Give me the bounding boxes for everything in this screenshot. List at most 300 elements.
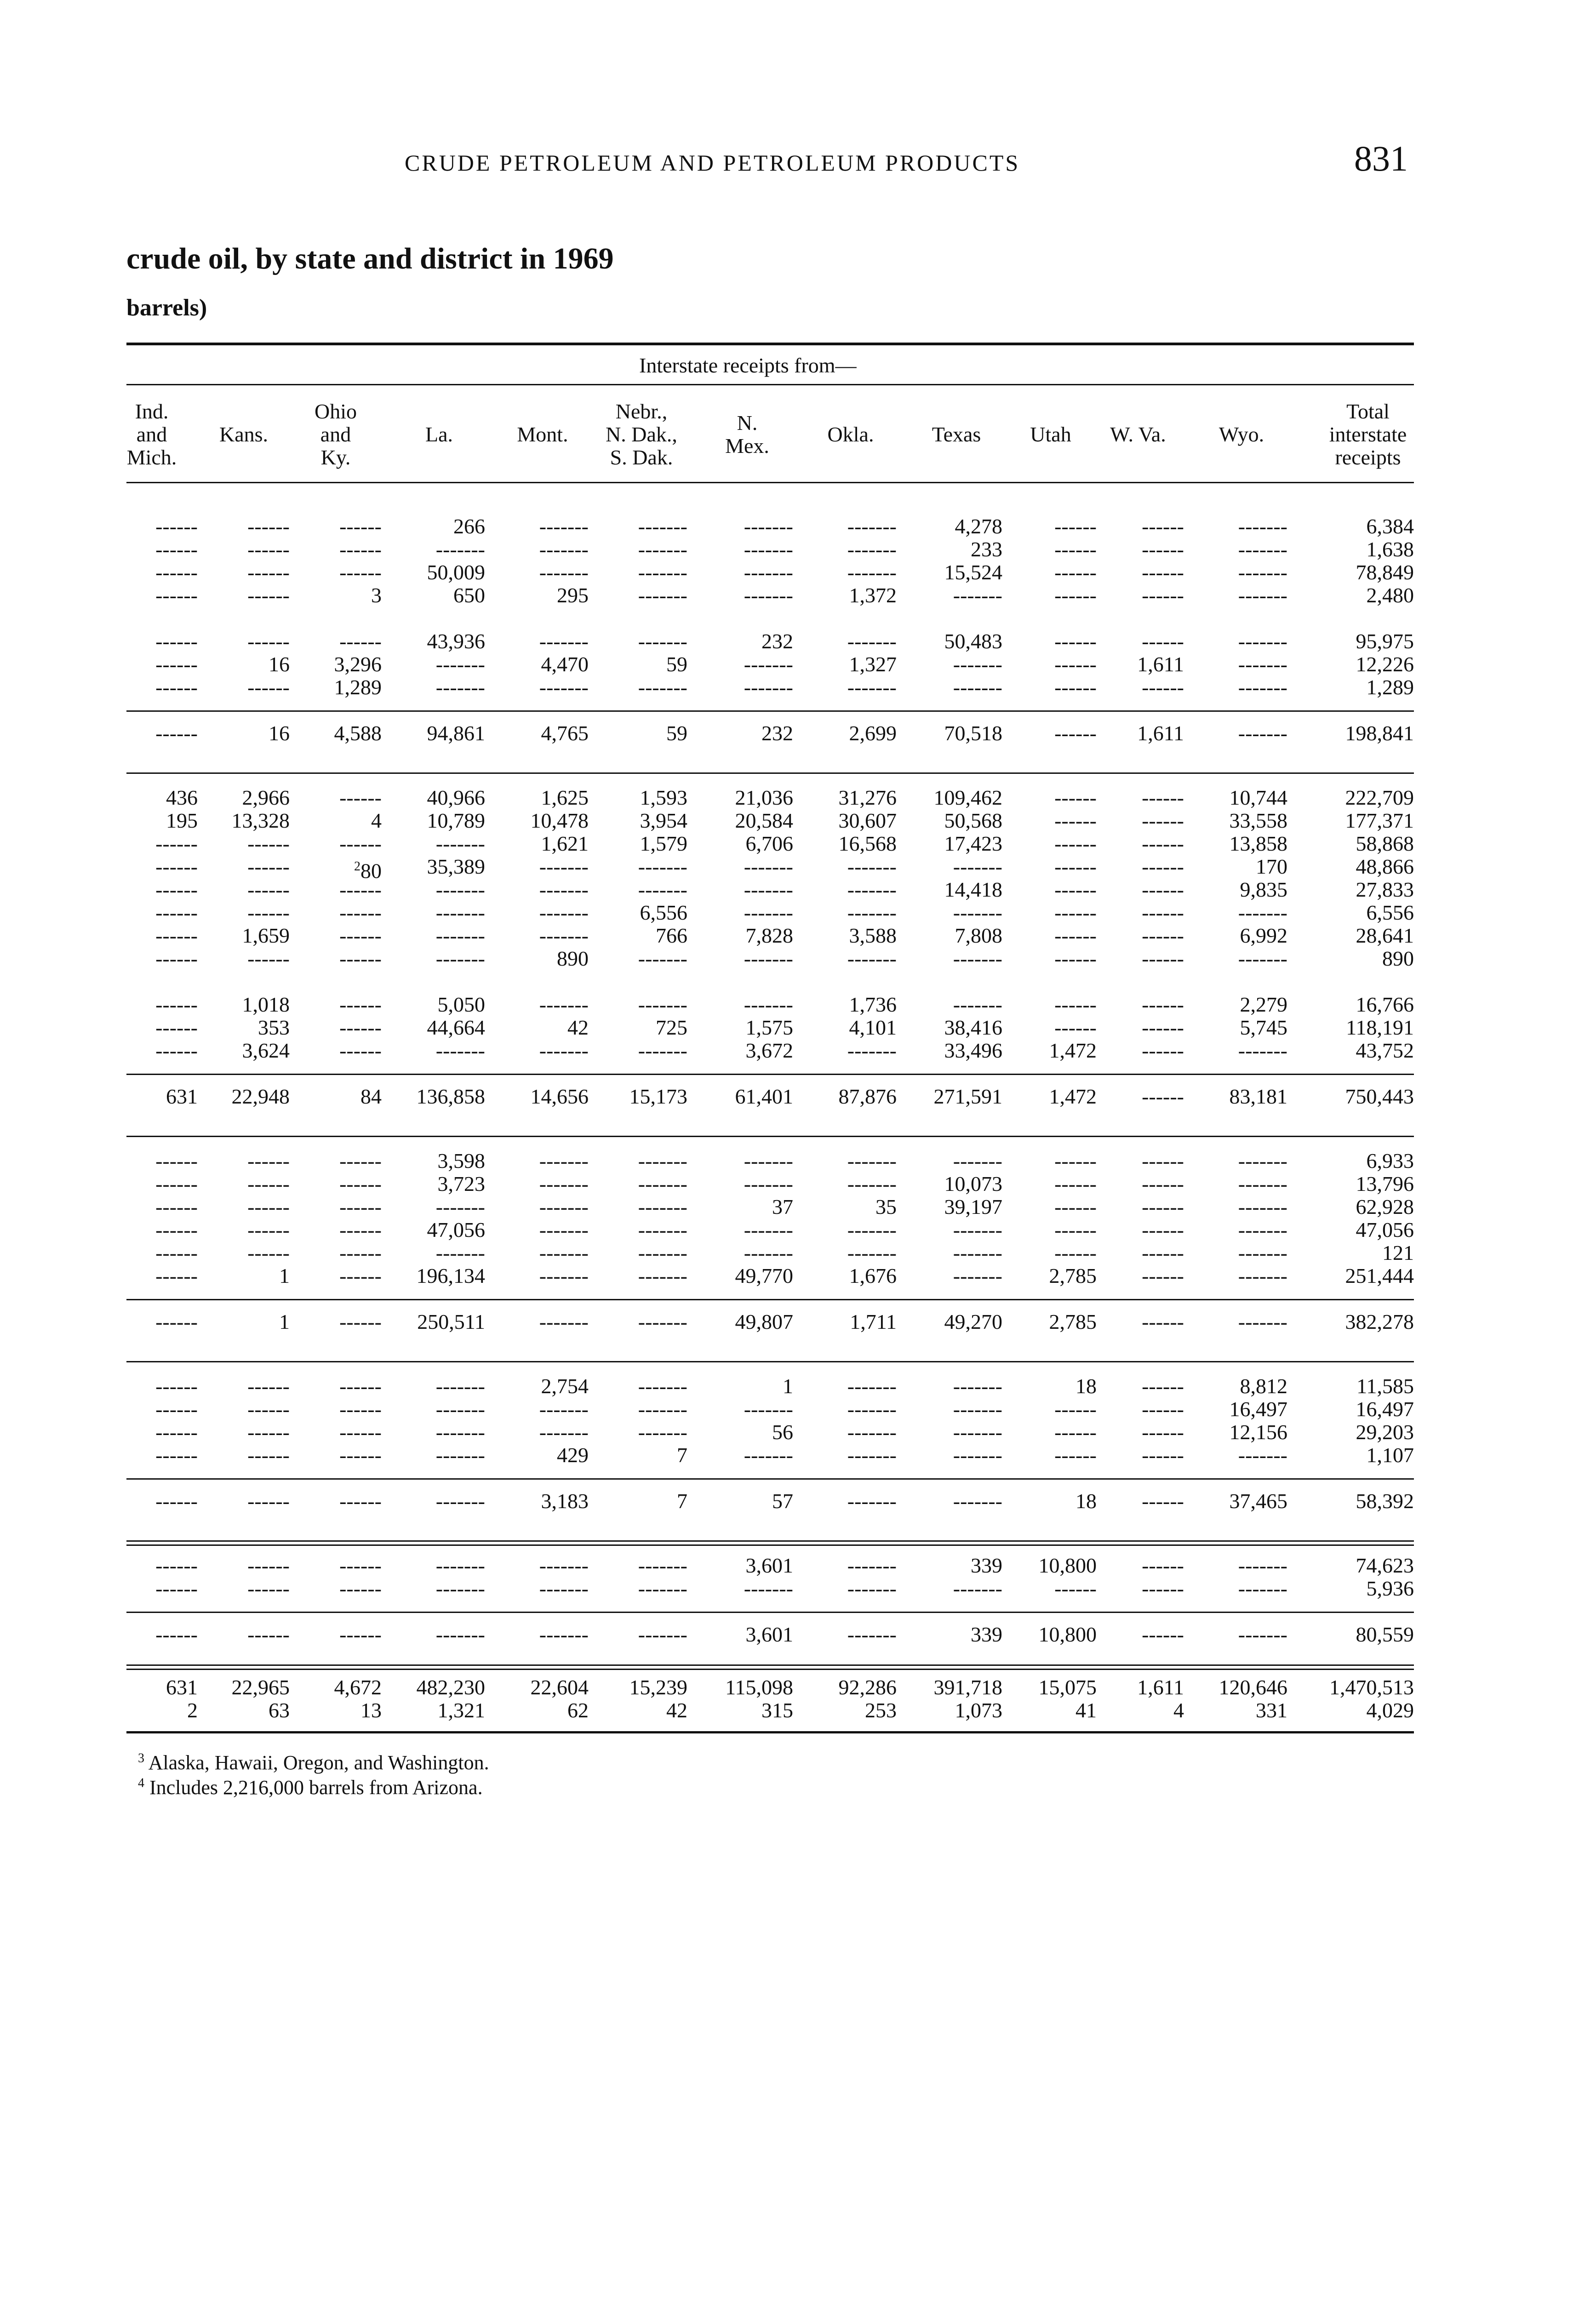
table-cell: 195 bbox=[166, 809, 198, 832]
table-cell: ------- bbox=[638, 1420, 687, 1444]
footnote-2 bbox=[138, 1776, 483, 1799]
table-cell: ------ bbox=[339, 629, 382, 653]
table-cell: ------- bbox=[638, 947, 687, 970]
table-cell: ------ bbox=[155, 538, 198, 561]
table-cell: 49,270 bbox=[944, 1310, 1002, 1333]
table-cell: ------ bbox=[1142, 832, 1184, 855]
table-cell: 198,841 bbox=[1345, 721, 1414, 745]
table-cell: ------ bbox=[155, 1016, 198, 1039]
table-cell: 251,444 bbox=[1345, 1264, 1414, 1287]
table-cell: 49,770 bbox=[735, 1264, 793, 1287]
table-cell: 890 bbox=[557, 947, 589, 970]
table-cell: 4,278 bbox=[955, 515, 1002, 538]
table-cell: ------- bbox=[744, 1241, 793, 1264]
table-cell: ------- bbox=[847, 1374, 897, 1398]
section-rule bbox=[126, 1136, 1414, 1137]
table-cell: 18 bbox=[1075, 1374, 1097, 1398]
table-cell: ------ bbox=[155, 675, 198, 699]
table-cell: ------- bbox=[539, 993, 589, 1016]
table-cell: ------- bbox=[539, 1195, 589, 1218]
table-cell: ------ bbox=[155, 901, 198, 924]
table-cell: 14,418 bbox=[944, 878, 1002, 901]
table-cell: ------ bbox=[339, 1310, 382, 1333]
table-cell: ------- bbox=[744, 583, 793, 607]
table-cell: 7,808 bbox=[955, 924, 1002, 947]
table-cell: ------- bbox=[1238, 515, 1287, 538]
table-cell: ------ bbox=[247, 855, 290, 878]
table-cell: ------ bbox=[155, 515, 198, 538]
table-cell: ------ bbox=[155, 924, 198, 947]
table-cell: 14,656 bbox=[530, 1085, 589, 1108]
table-cell: 56 bbox=[772, 1420, 793, 1444]
table-cell: ------- bbox=[539, 1554, 589, 1577]
table-cell: ------ bbox=[339, 1577, 382, 1600]
table-cell: 436 bbox=[166, 786, 198, 809]
table-cell: ------- bbox=[539, 1397, 589, 1421]
table-cell: ------- bbox=[638, 515, 687, 538]
table-cell: ------ bbox=[339, 515, 382, 538]
table-cell: 253 bbox=[865, 1699, 897, 1722]
table-cell: 3,954 bbox=[640, 809, 687, 832]
table-cell: ------- bbox=[1238, 1264, 1287, 1287]
table-cell: ------ bbox=[155, 652, 198, 676]
table-cell: 11,585 bbox=[1356, 1374, 1414, 1398]
table-cell: ------- bbox=[638, 1172, 687, 1195]
table-cell: ------- bbox=[435, 1554, 485, 1577]
table-cell: 232 bbox=[761, 721, 793, 745]
table-cell: 5,936 bbox=[1366, 1577, 1414, 1600]
table-cell: ------- bbox=[435, 947, 485, 970]
table-cell: 83,181 bbox=[1229, 1085, 1287, 1108]
table-cell: 1,638 bbox=[1366, 538, 1414, 561]
table-cell: 39,197 bbox=[944, 1195, 1002, 1218]
table-subtitle: barrels) bbox=[126, 295, 207, 321]
table-cell: ------- bbox=[1238, 1577, 1287, 1600]
table-cell: ------ bbox=[1142, 583, 1184, 607]
table-cell: 58,392 bbox=[1356, 1489, 1414, 1513]
table-cell: 5,050 bbox=[437, 993, 485, 1016]
table-cell: ------- bbox=[435, 1420, 485, 1444]
table-cell: 80,559 bbox=[1356, 1623, 1414, 1646]
table-cell: 57 bbox=[772, 1489, 793, 1513]
table-cell: 49,807 bbox=[735, 1310, 793, 1333]
table-cell: ------- bbox=[539, 855, 589, 878]
table-cell: 315 bbox=[761, 1699, 793, 1722]
table-cell: ------ bbox=[1142, 675, 1184, 699]
table-cell: ------- bbox=[744, 993, 793, 1016]
table-cell: ------ bbox=[1142, 1577, 1184, 1600]
table-cell: 61,401 bbox=[735, 1085, 793, 1108]
table-cell: 1,736 bbox=[849, 993, 897, 1016]
table-cell: 16,497 bbox=[1229, 1397, 1287, 1421]
table-cell: ------ bbox=[1054, 1218, 1097, 1241]
table-cell: ------ bbox=[155, 1149, 198, 1172]
table-cell: ------ bbox=[339, 1172, 382, 1195]
table-cell: 35,389 bbox=[427, 855, 485, 878]
column-header: Mich. bbox=[126, 446, 177, 469]
table-cell: ------- bbox=[638, 583, 687, 607]
table-cell: ------- bbox=[847, 855, 897, 878]
table-cell: 4,470 bbox=[541, 652, 589, 676]
table-cell: ------- bbox=[1238, 1149, 1287, 1172]
table-cell: 429 bbox=[557, 1443, 589, 1467]
table-cell: 38,416 bbox=[944, 1016, 1002, 1039]
table-cell: ------ bbox=[339, 1039, 382, 1062]
header-rule bbox=[126, 482, 1414, 483]
table-cell: 10,744 bbox=[1229, 786, 1287, 809]
table-cell: ------- bbox=[847, 629, 897, 653]
table-cell: 4 bbox=[371, 809, 382, 832]
table-cell: 95,975 bbox=[1356, 629, 1414, 653]
table-cell: ------ bbox=[247, 832, 290, 855]
table-cell: 1,073 bbox=[955, 1699, 1002, 1722]
table-cell: ------- bbox=[539, 1310, 589, 1333]
section-rule bbox=[126, 1478, 1414, 1480]
table-cell: ------ bbox=[1142, 1195, 1184, 1218]
table-cell: 3,624 bbox=[242, 1039, 290, 1062]
table-cell: 331 bbox=[1256, 1699, 1287, 1722]
table-cell: ------ bbox=[247, 1218, 290, 1241]
table-cell: ------ bbox=[1142, 947, 1184, 970]
table-cell: ------- bbox=[1238, 1623, 1287, 1646]
table-cell: 6,384 bbox=[1366, 515, 1414, 538]
table-cell: ------- bbox=[539, 1241, 589, 1264]
table-cell: ------- bbox=[435, 1397, 485, 1421]
table-cell: ------ bbox=[1054, 560, 1097, 584]
table-cell: ------- bbox=[638, 993, 687, 1016]
table-cell: ------ bbox=[155, 832, 198, 855]
table-cell: 4,765 bbox=[541, 721, 589, 745]
table-cell: ------ bbox=[1142, 1149, 1184, 1172]
table-cell: ------- bbox=[435, 538, 485, 561]
table-cell: ------- bbox=[435, 1241, 485, 1264]
table-cell: 1,611 bbox=[1137, 1676, 1184, 1699]
table-cell: ------- bbox=[638, 1149, 687, 1172]
table-cell: 1,676 bbox=[849, 1264, 897, 1287]
table-cell: ------ bbox=[1054, 809, 1097, 832]
table-cell: 13,796 bbox=[1356, 1172, 1414, 1195]
table-cell: 6,933 bbox=[1366, 1149, 1414, 1172]
table-cell: 1,289 bbox=[1366, 675, 1414, 699]
table-cell: ------ bbox=[1142, 809, 1184, 832]
table-cell: ------ bbox=[339, 786, 382, 809]
table-cell: ------- bbox=[539, 1623, 589, 1646]
table-cell: 2,480 bbox=[1366, 583, 1414, 607]
table-cell: 9,835 bbox=[1240, 878, 1287, 901]
table-cell: ------ bbox=[339, 1195, 382, 1218]
table-cell: 70,518 bbox=[944, 721, 1002, 745]
table-cell: ------ bbox=[1054, 1016, 1097, 1039]
table-cell: 47,056 bbox=[1356, 1218, 1414, 1241]
table-cell: 1,579 bbox=[640, 832, 687, 855]
table-cell: ------ bbox=[247, 538, 290, 561]
table-cell: 1 bbox=[279, 1264, 290, 1287]
table-cell: ------ bbox=[247, 901, 290, 924]
table-cell: ------- bbox=[847, 1218, 897, 1241]
table-cell: 196,134 bbox=[416, 1264, 485, 1287]
table-cell: 890 bbox=[1382, 947, 1414, 970]
table-cell: ------- bbox=[847, 675, 897, 699]
table-cell: ------- bbox=[847, 901, 897, 924]
table-cell: 3,183 bbox=[541, 1489, 589, 1513]
table-cell: 94,861 bbox=[427, 721, 485, 745]
table-cell: 2,785 bbox=[1049, 1264, 1097, 1287]
table-cell: ------ bbox=[339, 924, 382, 947]
table-cell: ------- bbox=[1238, 538, 1287, 561]
table-cell: ------- bbox=[847, 1489, 897, 1513]
table-cell: ------- bbox=[435, 832, 485, 855]
table-cell: ------- bbox=[435, 1374, 485, 1398]
table-cell: 41 bbox=[1075, 1699, 1097, 1722]
table-cell: ------- bbox=[539, 560, 589, 584]
table-cell: 4,672 bbox=[334, 1676, 382, 1699]
table-cell: ------- bbox=[953, 1420, 1002, 1444]
table-cell: 4,029 bbox=[1366, 1699, 1414, 1722]
table-cell: ------ bbox=[1142, 538, 1184, 561]
table-cell: 74,623 bbox=[1356, 1554, 1414, 1577]
table-cell: ------- bbox=[1238, 560, 1287, 584]
group-header: Interstate receipts from— bbox=[639, 354, 857, 377]
section-rule bbox=[126, 710, 1414, 712]
table-cell: ------ bbox=[155, 1443, 198, 1467]
table-cell: ------ bbox=[1054, 515, 1097, 538]
table-cell: 7 bbox=[677, 1489, 687, 1513]
table-cell: ------ bbox=[339, 1016, 382, 1039]
table-cell: 3,598 bbox=[437, 1149, 485, 1172]
table-cell: ------ bbox=[1142, 1374, 1184, 1398]
table-cell: ------ bbox=[247, 1420, 290, 1444]
table-cell: 1,327 bbox=[849, 652, 897, 676]
table-cell: ------ bbox=[1054, 652, 1097, 676]
table-cell: 3,296 bbox=[334, 652, 382, 676]
table-cell: 13 bbox=[360, 1699, 382, 1722]
table-cell: ------- bbox=[847, 1397, 897, 1421]
table-cell: ------ bbox=[1054, 786, 1097, 809]
table-cell: ------ bbox=[339, 560, 382, 584]
table-cell: 4,588 bbox=[334, 721, 382, 745]
table-cell: 16,766 bbox=[1356, 993, 1414, 1016]
table-cell: ------- bbox=[953, 1374, 1002, 1398]
table-cell: 1,625 bbox=[541, 786, 589, 809]
table-cell: ------- bbox=[1238, 629, 1287, 653]
table-cell: ------ bbox=[1054, 1149, 1097, 1172]
table-cell: ------ bbox=[247, 1397, 290, 1421]
table-cell: 33,558 bbox=[1229, 809, 1287, 832]
table-cell: ------- bbox=[847, 515, 897, 538]
table-cell: 18 bbox=[1075, 1489, 1097, 1513]
table-cell: ------ bbox=[1142, 1085, 1184, 1108]
top-rule bbox=[126, 343, 1414, 345]
table-cell: 120,646 bbox=[1218, 1676, 1287, 1699]
table-cell: 62,928 bbox=[1356, 1195, 1414, 1218]
table-cell: 33,496 bbox=[944, 1039, 1002, 1062]
table-cell: 31,276 bbox=[838, 786, 897, 809]
table-cell: 50,483 bbox=[944, 629, 1002, 653]
table-cell: ------ bbox=[1054, 1577, 1097, 1600]
table-cell: ------- bbox=[847, 1443, 897, 1467]
table-cell: ------ bbox=[339, 1489, 382, 1513]
table-cell: ------ bbox=[1054, 583, 1097, 607]
table-cell: ------ bbox=[155, 1310, 198, 1333]
table-cell: ------- bbox=[539, 1218, 589, 1241]
table-cell: ------ bbox=[155, 993, 198, 1016]
table-cell: ------ bbox=[155, 855, 198, 878]
table-cell: ------ bbox=[1142, 1264, 1184, 1287]
table-cell: ------ bbox=[1142, 1489, 1184, 1513]
table-cell: ------- bbox=[539, 1149, 589, 1172]
table-cell: ------- bbox=[1238, 1554, 1287, 1577]
table-cell: 2,785 bbox=[1049, 1310, 1097, 1333]
table-cell: ------- bbox=[953, 901, 1002, 924]
table-cell: 10,800 bbox=[1038, 1554, 1097, 1577]
table-cell: ------- bbox=[1238, 947, 1287, 970]
table-cell: 136,858 bbox=[416, 1085, 485, 1108]
table-cell: ------ bbox=[339, 878, 382, 901]
table-cell: 233 bbox=[971, 538, 1002, 561]
table-cell: ------- bbox=[1238, 1195, 1287, 1218]
table-cell: 3,723 bbox=[437, 1172, 485, 1195]
table-cell: ------- bbox=[539, 1039, 589, 1062]
table-cell: 353 bbox=[258, 1016, 290, 1039]
table-cell: 1 bbox=[783, 1374, 793, 1398]
table-cell: 43,936 bbox=[427, 629, 485, 653]
table-cell: ------ bbox=[247, 675, 290, 699]
table-cell: ------- bbox=[638, 1264, 687, 1287]
table-cell: 2,966 bbox=[242, 786, 290, 809]
table-cell: ------ bbox=[155, 1241, 198, 1264]
table-cell: ------ bbox=[155, 1554, 198, 1577]
table-cell: 1 bbox=[279, 1310, 290, 1333]
table-cell: ------- bbox=[539, 1172, 589, 1195]
table-cell: ------ bbox=[247, 1443, 290, 1467]
table-cell: 22,948 bbox=[231, 1085, 290, 1108]
table-cell: 3,588 bbox=[849, 924, 897, 947]
table-cell: 17,423 bbox=[944, 832, 1002, 855]
column-header: La. bbox=[425, 423, 453, 446]
footnote-1 bbox=[138, 1751, 489, 1774]
table-cell: 339 bbox=[971, 1554, 1002, 1577]
table-cell: ------ bbox=[339, 993, 382, 1016]
table-cell: 59 bbox=[666, 721, 687, 745]
table-cell: ------ bbox=[339, 832, 382, 855]
table-cell: 42 bbox=[666, 1699, 687, 1722]
table-cell: ------- bbox=[953, 993, 1002, 1016]
page-number: 831 bbox=[1354, 138, 1408, 178]
table-cell: ------ bbox=[1142, 560, 1184, 584]
table-cell: 271,591 bbox=[933, 1085, 1002, 1108]
table-cell: 250,511 bbox=[417, 1310, 485, 1333]
table-cell: ------ bbox=[1142, 901, 1184, 924]
table-cell: ------- bbox=[1238, 675, 1287, 699]
table-cell: ------ bbox=[247, 560, 290, 584]
table-cell: ------- bbox=[1238, 1218, 1287, 1241]
table-cell: 10,073 bbox=[944, 1172, 1002, 1195]
table-cell: 1,472 bbox=[1049, 1039, 1097, 1062]
table-cell: 42 bbox=[567, 1016, 589, 1039]
table-cell: ------- bbox=[1238, 721, 1287, 745]
table-cell: 382,278 bbox=[1345, 1310, 1414, 1333]
table-cell: 7,828 bbox=[745, 924, 793, 947]
group-rule bbox=[126, 384, 1414, 385]
table-cell: ------- bbox=[539, 1577, 589, 1600]
table-cell: ------- bbox=[953, 1218, 1002, 1241]
table-cell: ------- bbox=[638, 1374, 687, 1398]
table-cell: ------ bbox=[247, 1489, 290, 1513]
table-cell: 8,812 bbox=[1240, 1374, 1287, 1398]
table-cell: ------- bbox=[435, 1039, 485, 1062]
table-cell: ------ bbox=[155, 1172, 198, 1195]
table-cell: ------- bbox=[847, 560, 897, 584]
column-header: Nebr., bbox=[615, 400, 668, 423]
table-cell: 16,497 bbox=[1356, 1397, 1414, 1421]
table-cell: 1,659 bbox=[242, 924, 290, 947]
table-cell: 10,800 bbox=[1038, 1623, 1097, 1646]
column-header: Texas bbox=[932, 423, 981, 446]
table-cell: 3 bbox=[371, 583, 382, 607]
table-cell: ------ bbox=[1142, 1172, 1184, 1195]
table-cell: 84 bbox=[360, 1085, 382, 1108]
table-cell: ------ bbox=[339, 1554, 382, 1577]
column-header: S. Dak. bbox=[610, 446, 673, 469]
table-cell: ------- bbox=[638, 855, 687, 878]
table-cell: 631 bbox=[166, 1085, 198, 1108]
table-cell: ------ bbox=[1054, 878, 1097, 901]
table-cell: ------- bbox=[1238, 652, 1287, 676]
table-cell: ------ bbox=[247, 1195, 290, 1218]
table-cell: 1,472 bbox=[1049, 1085, 1097, 1108]
footnote-mark: 4 bbox=[138, 1776, 144, 1790]
table-cell: ------- bbox=[744, 947, 793, 970]
table-cell: 2,279 bbox=[1240, 993, 1287, 1016]
column-header: and bbox=[136, 423, 167, 446]
table-cell: 6,556 bbox=[1366, 901, 1414, 924]
table-cell: ------ bbox=[155, 947, 198, 970]
table-cell: ------- bbox=[744, 515, 793, 538]
table-cell: ------ bbox=[247, 878, 290, 901]
table-cell: 2,699 bbox=[849, 721, 897, 745]
table-cell: ------ bbox=[339, 1241, 382, 1264]
section-rule bbox=[126, 1544, 1414, 1546]
table-cell: ------ bbox=[1054, 993, 1097, 1016]
table-cell: ------- bbox=[539, 515, 589, 538]
table-cell: ------- bbox=[847, 1039, 897, 1062]
column-header: Total bbox=[1346, 400, 1390, 423]
table-cell: ------- bbox=[847, 1577, 897, 1600]
table-cell: ------- bbox=[953, 652, 1002, 676]
table-cell: 16 bbox=[269, 652, 290, 676]
table-cell: ------- bbox=[539, 924, 589, 947]
table-cell: 30,607 bbox=[838, 809, 897, 832]
table-cell: ------- bbox=[847, 1241, 897, 1264]
table-cell: ------- bbox=[744, 1172, 793, 1195]
table-cell: ------ bbox=[247, 1149, 290, 1172]
table-cell: 50,568 bbox=[944, 809, 1002, 832]
table-cell: ------ bbox=[1142, 1554, 1184, 1577]
table-cell: 6,992 bbox=[1240, 924, 1287, 947]
table-cell: 4,101 bbox=[849, 1016, 897, 1039]
table-cell: 650 bbox=[453, 583, 485, 607]
table-cell: ------- bbox=[953, 1149, 1002, 1172]
table-cell: 170 bbox=[1256, 855, 1287, 878]
table-cell: ------- bbox=[539, 1420, 589, 1444]
table-cell: ------- bbox=[847, 1623, 897, 1646]
column-header: Kans. bbox=[219, 423, 269, 446]
table-cell: ------ bbox=[155, 1489, 198, 1513]
table-cell: ------ bbox=[1142, 855, 1184, 878]
column-header: receipts bbox=[1335, 446, 1401, 469]
table-cell: ------ bbox=[1142, 1443, 1184, 1467]
table-cell: 1,107 bbox=[1366, 1443, 1414, 1467]
